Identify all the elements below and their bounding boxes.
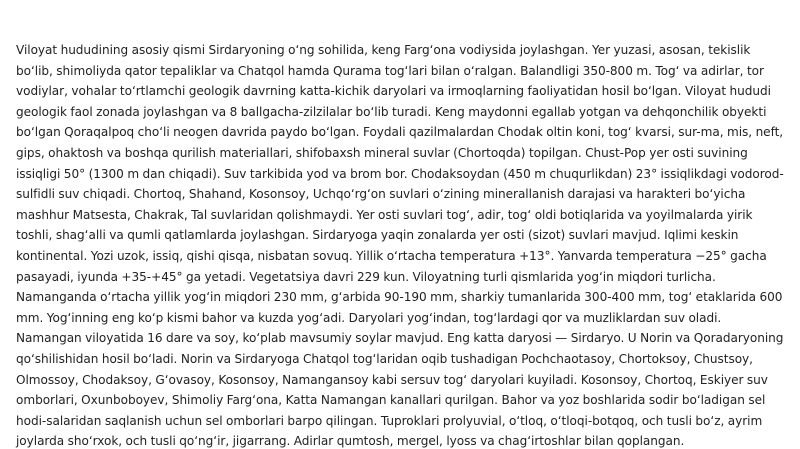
body-paragraph: Viloyat hududining asosiy qismi Sirdaryoning oʻng sohilida, keng Fargʻona vodiysida joylashgan. Yer yuzasi, asosan, tekislik boʻlib, shimoliyda qator tepaliklar va Chatqol hamda Qurama togʻlari bilan oʻralgan. Balandligi 350-800 m. Togʻ va adirlar, tor vodiylar, vohalar toʻrtlamchi geologik davrning katta-kichik daryolari va irmoqlarning faoliyatidan hosil boʻlgan. Viloyat hududi geologik faol zonada joylashgan va 8 ballgacha-zilzilalar boʻlib turadi. Keng maydonni egallab yotgan va dehqonchilik obyekti boʻlgan Qoraqalpoq choʻli neogen davrida paydo boʻlgan. Foydali qazilmalardan Chodak oltin koni, togʻ kvarsi, sur-ma, mis, neft, gips, ohaktosh va boshqa qurilish materiallari, shifobaxsh mineral suvlar (Chortoqda) topilgan. Chust-Pop yer osti suvining issiqligi 50° (1300 m dan chiqadi). Suv tarkibida yod va brom bor. Chodaksoydan (450 m chuqurlikdan) 23° issiqlikdagi vodorod-sulfidli suv chiqadi. Chortoq, Shahand, Kosonsoy, Uchqoʻrgʻon suvlari oʻzining minerallanish darajasi va harakteri boʻyicha mashhur Matsesta, Chakrak, Tal suvlaridan qolishmaydi. Yer osti suvlari togʻ, adir, togʻ oldi botiqlarida va yoyilmalarda yirik toshli, shagʻalli va qumli qatlamlarda joylashgan. Sirdaryoga yaqin zonalarda yer osti (sizot) suvlari mavjud. Iqlimi keskin kontinental. Yozi uzok, issiq, qishi qisqa, nisbatan sovuq. Yillik oʻrtacha temperatura +13°. Yanvarda temperatura −25° gacha pasayadi, iyunda +35-+45° ga yetadi. Vegetatsiya davri 229 kun. Viloyatning turli qismlarida yogʻin miqdori turlicha. Namanganda oʻrtacha yillik yogʻin miqdori 230 mm, gʻarbida 90-190 mm, sharkiy tumanlarida 300-400 mm, togʻ etaklarida 600 mm. Yogʻinning eng koʻp kismi bahor va kuzda yogʻadi. Daryolari yogʻindan, togʻlardagi qor va muzliklardan suv oladi. Namangan viloyatida 16 dare va soy, koʻplab mavsumiy soylar mavjud. Eng katta daryosi — Sirdaryo. U Norin va Qoradaryoning qoʻshilishidan hosil boʻladi. Norin va Sirdaryoga Chatqol togʻlaridan oqib tushadigan Pochchaotasoy, Chortoksoy, Chustsoy, Olmossoy, Chodaksoy, Gʻovasoy, Kosonsoy, Namangansoy kabi sersuv togʻ daryolari kuyiladi. Kosonsoy, Chortoq, Eskiyer suv omborlari, Oxunboboyev, Shimoliy Fargʻona, Katta Namangan kanallari qurilgan. Bahor va yoz boshlarida sodir boʻladigan sel hodi-salaridan saqlanish uchun sel omborlari barpo qilingan. Tuproklari prolyuvial, oʻtloq, oʻtloqi-botqoq, och tusli boʻz, ayrim joylarda shoʻrxok, och tusli qoʻngʻir, jigarrang. Adirlar qumtosh, mergel, lyoss va chagʻirtoshlar bilan qoplangan.	[16, 43, 784, 449]
